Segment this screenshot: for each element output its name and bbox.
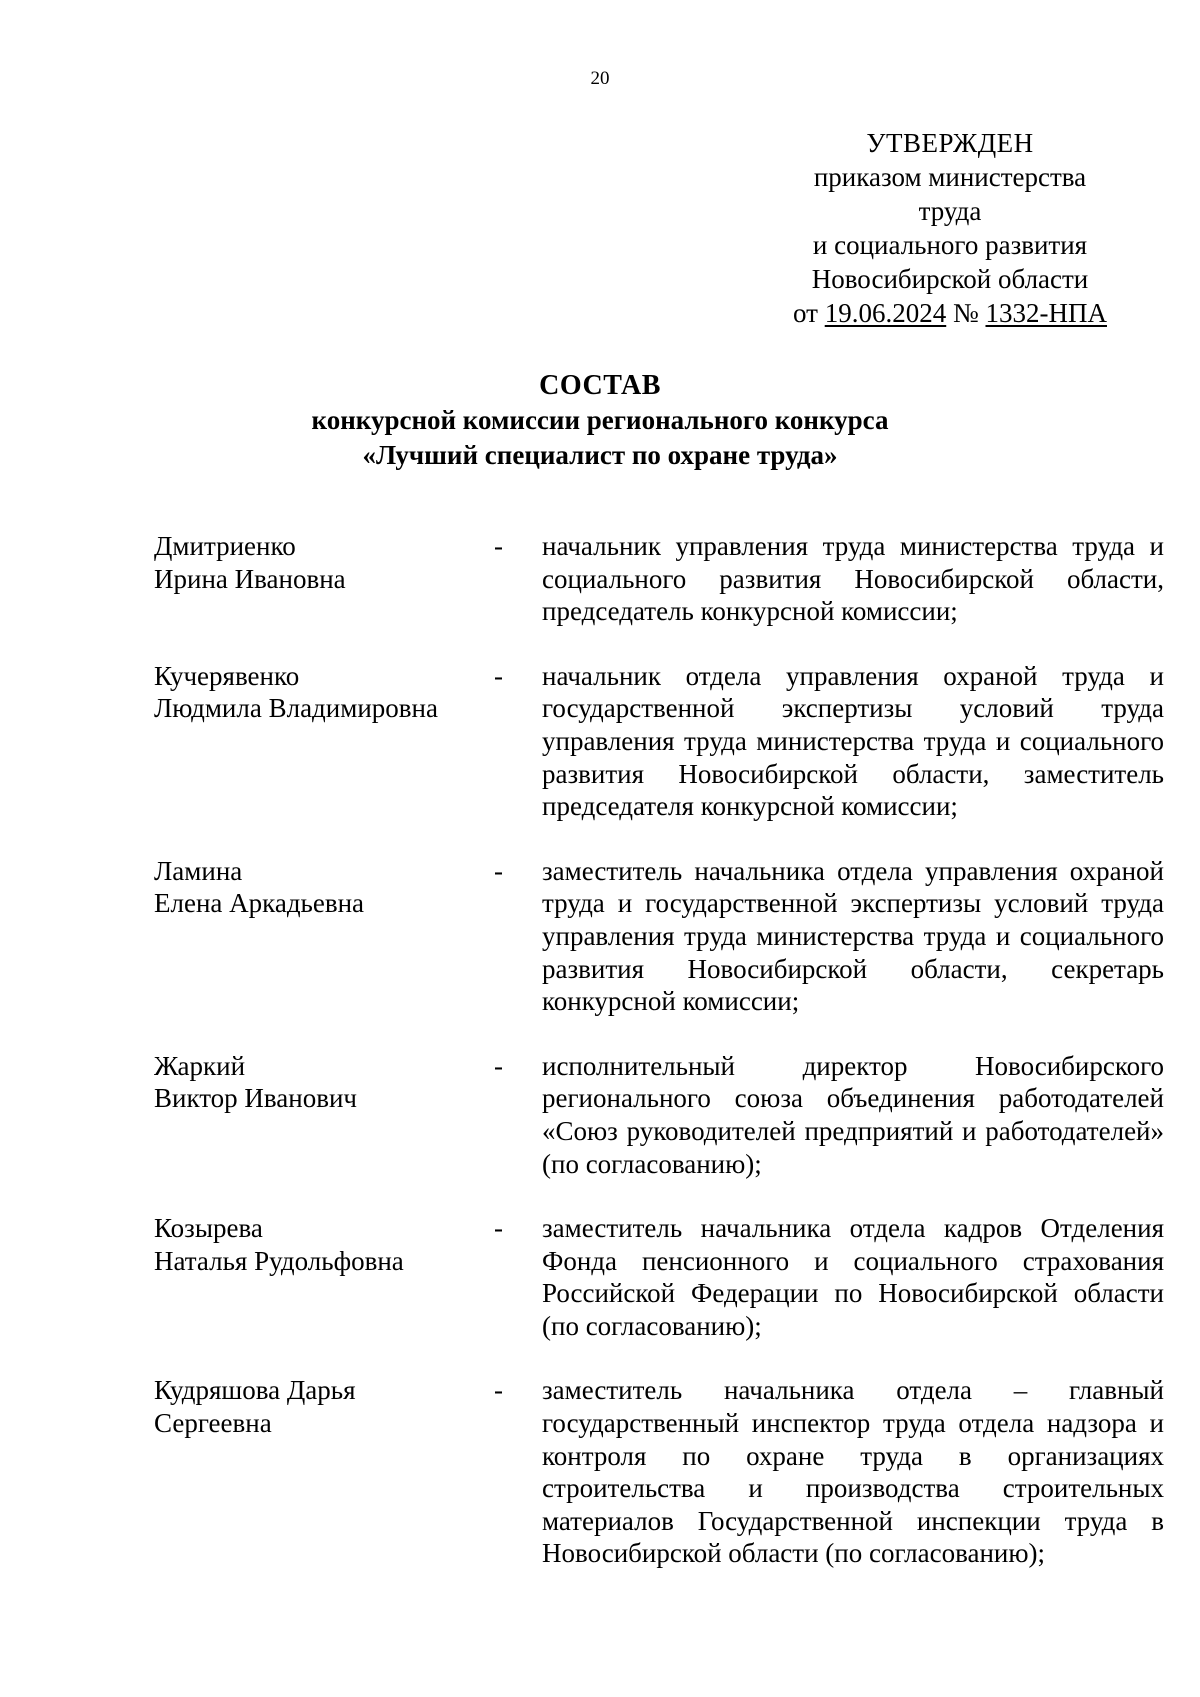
member-name (154, 1212, 494, 1277)
member-surname: Кудряшова Дарья (154, 1375, 356, 1406)
member-entry (154, 660, 1164, 823)
approval-number: 1332-НПА (985, 298, 1107, 328)
document-heading (0, 368, 1200, 473)
member-given-names: Людмила Владимировна (154, 693, 438, 724)
member-entry (154, 1212, 1164, 1342)
member-role: заместитель начальника отдела – главный государственный инспектор труда отдела надзора и контроля по охране труда в организациях строительства и производства строительных материалов Государственной инспекции труда в Новосибирской области (по согласованию); (542, 1375, 1164, 1569)
member-entry (154, 530, 1164, 628)
member-role: начальник управления труда министерства труда и социального развития Новосибирской области, председатель конкурсной комиссии; (542, 531, 1164, 627)
member-given-names: Виктор Иванович (154, 1083, 358, 1114)
member-given-names: Ирина Ивановна (154, 563, 346, 594)
document-subtitle-2: «Лучший специалист по охране труда» (362, 440, 838, 470)
member-surname: Дмитриенко (154, 531, 296, 561)
member-role: исполнительный директор Новосибирского регионального союза объединения работодателей «Союз руководителей предприятий и работодателей» (по согласованию); (542, 1050, 1164, 1179)
member-dash: - (494, 1213, 503, 1244)
member-surname: Ламина (154, 855, 243, 886)
approval-date: 19.06.2024 (824, 298, 947, 328)
member-dash: - (494, 855, 503, 886)
member-name (154, 1050, 494, 1115)
member-entry (154, 855, 1164, 1018)
member-given-names: Елена Аркадьевна (154, 888, 365, 919)
commission-members-list (154, 530, 1164, 1602)
member-dash: - (494, 1375, 503, 1406)
approval-label: УТВЕРЖДЕН (866, 128, 1034, 158)
approval-order-line (760, 296, 1140, 330)
member-name (154, 1374, 494, 1439)
approval-line-3: и социального развития (812, 230, 1088, 260)
member-name (154, 530, 494, 595)
document-title: СОСТАВ (539, 370, 661, 401)
page-number: 20 (590, 68, 610, 89)
approval-number-sign: № (952, 298, 979, 328)
member-role: начальник отдела управления охраной труда и государственной экспертизы условий труда управления труда министерства труда и социального развития Новосибирской области, заместитель председателя конкурсной комиссии; (542, 660, 1164, 822)
approval-line-2: труда (918, 196, 982, 226)
approval-line-1: приказом министерства (813, 162, 1087, 192)
member-entry (154, 1374, 1164, 1570)
member-name (154, 855, 494, 920)
member-surname: Кучерявенко (154, 660, 300, 691)
approval-line-4: Новосибирской области (811, 264, 1089, 294)
member-name (154, 660, 494, 725)
approval-block (760, 126, 1140, 330)
member-dash: - (494, 660, 503, 691)
member-role: заместитель начальника отдела управления охраной труда и государственной экспертизы условий труда управления труда министерства труда и социального развития Новосибирской области, секретарь конкурсной комиссии; (542, 855, 1164, 1017)
member-given-names: Сергеевна (154, 1408, 272, 1439)
member-dash: - (494, 531, 503, 561)
member-given-names: Наталья Рудольфовна (154, 1245, 404, 1276)
member-role: заместитель начальника отдела кадров Отделения Фонда пенсионного и социального страхования Российской Федерации по Новосибирской области (по согласованию); (542, 1213, 1164, 1341)
member-surname: Жаркий (154, 1050, 246, 1081)
approval-date-prefix: от (793, 298, 818, 328)
document-subtitle-1: конкурсной комиссии регионального конкурса (311, 405, 889, 435)
member-surname: Козырева (154, 1213, 263, 1244)
member-entry (154, 1050, 1164, 1180)
member-dash: - (494, 1050, 503, 1081)
